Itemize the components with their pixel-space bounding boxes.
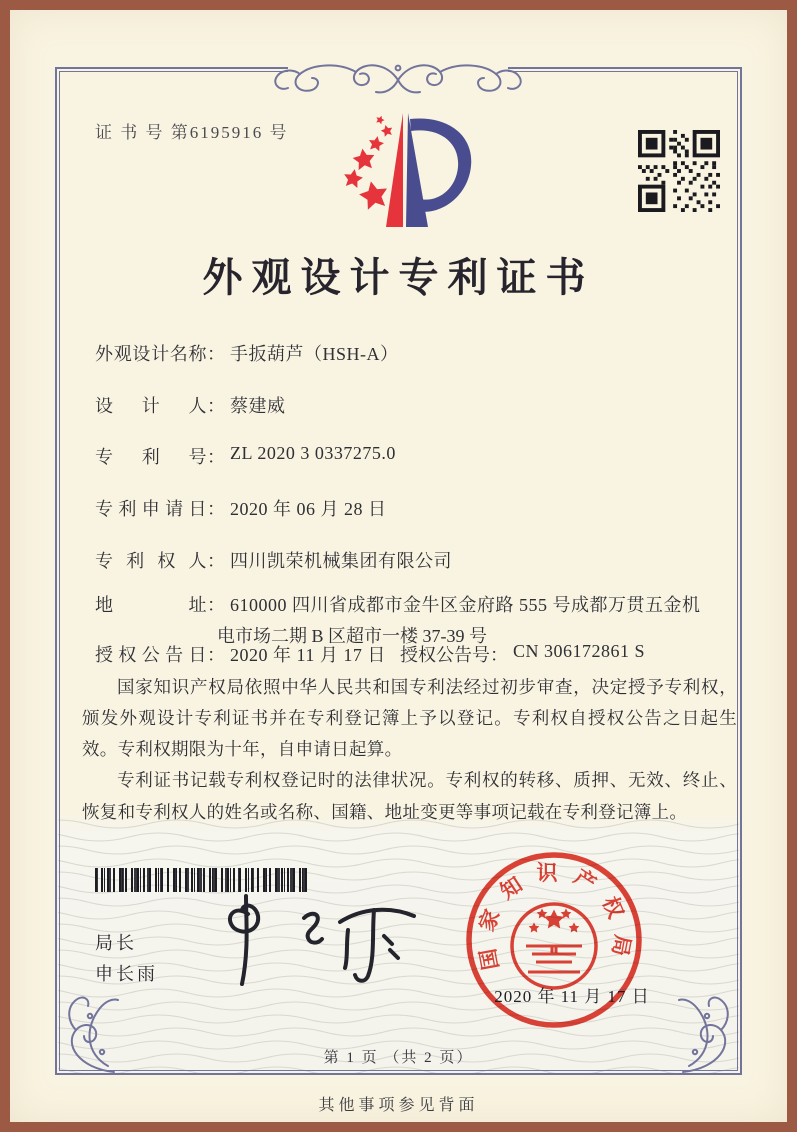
field-colon: ： [207,645,225,665]
field-value: 手扳葫芦（HSH-A） [230,344,399,364]
field-label2: 授权公告号 [400,645,490,665]
field-value: 2020 年 06 月 28 日 [230,499,387,519]
top-scroll-ornament-icon [268,58,528,100]
field-label: 设计人 [95,396,207,416]
back-side-note: 其他事项参见背面 [318,1097,479,1114]
issuer-block [95,928,158,990]
field-filing-date [95,495,387,521]
field-colon: ： [207,551,225,571]
field-colon: ： [207,595,225,615]
issuer-name: 申长雨 [95,964,158,984]
certificate-number: 证 书 号 第6195916 号 [95,123,289,142]
qr-code-icon [638,130,720,212]
field-label: 专利号 [95,447,207,467]
national-emblem-icon [512,904,596,988]
legal-text [82,672,737,828]
legal-paragraph-2: 专利证书记载专利权登记时的法律状况。专利权的转移、质押、无效、终止、恢复和专利权人的姓名或名称、国籍、地址变更等事项记载在专利登记簿上。 [82,770,737,822]
director-signature-icon [212,892,422,990]
field-value: 2020 年 11 月 17 日 [230,645,386,665]
corner-flourish-icon [56,992,120,1076]
field-label: 地址 [95,595,207,615]
field-value: 四川凯荣机械集团有限公司 [230,551,452,571]
field-value2: CN 306172861 S [513,641,646,661]
cnipa-logo-icon [330,103,480,245]
field-patentee [95,547,452,573]
field-label: 外观设计名称 [95,344,207,364]
seal-date: 2020 年 11 月 17 日 [494,987,650,1006]
field-label: 专利权人 [95,551,207,571]
field-colon: ： [207,447,225,467]
legal-paragraph-1: 国家知识产权局依照中华人民共和国专利法经过初步审查，决定授予专利权，颁发外观设计专利证书并在专利登记簿上予以登记。专利权自授权公告之日起生效。专利权期限为十年，自申请日起算。 [82,677,737,760]
field-grant-number [400,641,645,667]
barcode-icon [95,868,307,892]
field-value-line1: 610000 四川省成都市金牛区金府路 555 号成都万贯五金机 [230,595,701,615]
field-design-name [95,340,399,366]
certificate-title: 外观设计专利证书 [202,255,595,300]
field-colon: ： [490,645,508,665]
field-address [95,591,701,648]
field-value-line2: 电市场二期 B 区超市一楼 37-39 号 [217,626,487,646]
field-label: 专利申请日 [95,499,207,519]
seal-ring-text: 国家知识产权局 [473,861,635,972]
corner-flourish-icon [677,992,741,1076]
field-colon: ： [207,396,225,416]
field-label: 授权公告日 [95,645,207,665]
field-patent-number [95,443,396,469]
page-number: 第 1 页 （共 2 页） [323,1050,474,1066]
field-value: 蔡建威 [230,396,286,416]
field-colon: ： [207,499,225,519]
field-grant-date-and-number [95,641,646,667]
field-value: ZL 2020 3 0337275.0 [230,443,396,463]
field-list [95,340,757,675]
field-colon: ： [207,344,225,364]
field-designer [95,392,286,418]
issuer-title: 局长 [95,933,137,953]
